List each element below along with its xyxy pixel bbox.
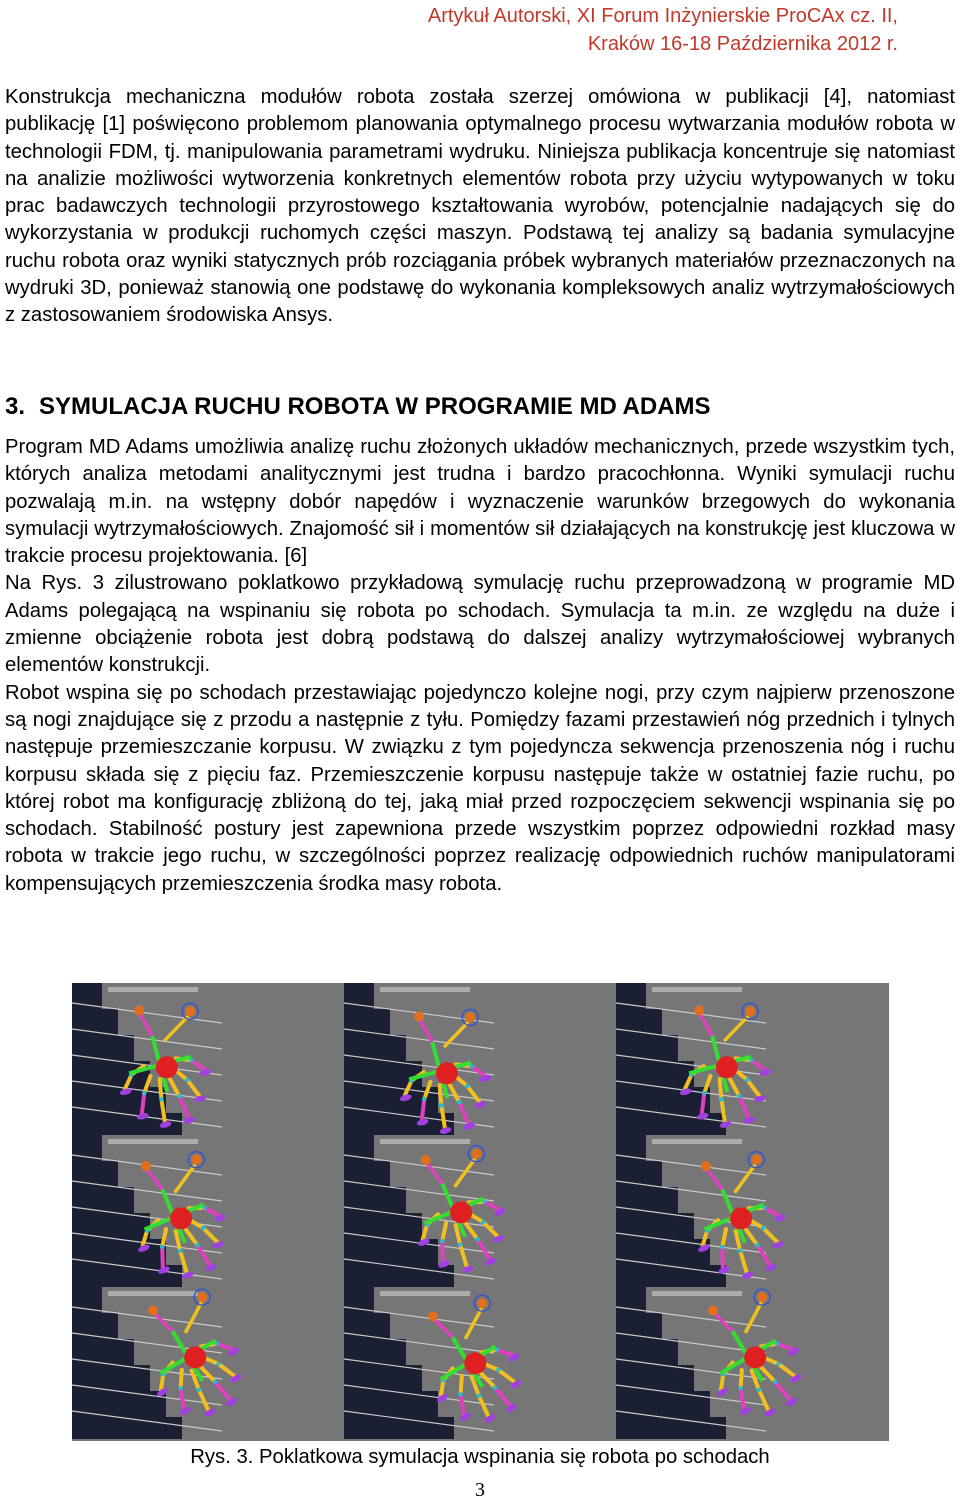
simulation-frame bbox=[616, 983, 888, 1139]
intro-section bbox=[5, 84, 955, 330]
frame-label-bar bbox=[108, 1291, 198, 1296]
header-line-2: Kraków 16-18 Października 2012 r. bbox=[587, 33, 898, 55]
frame-label-bar bbox=[108, 987, 198, 992]
simulation-frame bbox=[72, 1277, 344, 1439]
simulation-frame bbox=[72, 1135, 344, 1294]
running-header bbox=[428, 2, 898, 58]
simulation-frame bbox=[72, 983, 344, 1139]
page-number: 3 bbox=[475, 1479, 485, 1501]
frame-label-bar bbox=[108, 1139, 198, 1144]
frame-label-bar bbox=[380, 987, 470, 992]
section-paragraph: Na Rys. 3 zilustrowano poklatkowo przykładową symulację ruchu przeprowadzoną w programie MD Adams polegającą na wspinaniu się robota po schodach. Symulacja ta m.in. ze względu na duże i zmienne obciążenie robota jest dobrą podstawą do dalszej analizy wytrzymałościowej wybranych elementów konstrukcji. bbox=[5, 572, 955, 677]
frame-label-bar bbox=[380, 1291, 470, 1296]
section-heading bbox=[5, 391, 711, 423]
simulation-frame bbox=[616, 1135, 888, 1294]
section-title: SYMULACJA RUCHU ROBOTA W PROGRAMIE MD ADAMS bbox=[39, 393, 711, 420]
simulation-frame bbox=[344, 1133, 616, 1288]
frame-label-bar bbox=[652, 987, 742, 992]
simulation-frame bbox=[344, 983, 616, 1145]
header-line-1: Artykuł Autorski, XI Forum Inżynierskie ProCAx cz. II, bbox=[427, 5, 898, 27]
figure-simulation-frames bbox=[72, 983, 889, 1441]
frame-label-bar bbox=[652, 1139, 742, 1144]
section-number: 3. bbox=[5, 393, 26, 420]
simulation-frames-image bbox=[72, 983, 889, 1441]
section-paragraph: Robot wspina się po schodach przestawiając pojedynczo kolejne nogi, przy czym najpierw przenoszone są nogi znajdujące się z przodu a następnie z tyłu. Pomiędzy fazami przestawień nóg przednich i tylnych następuje przemieszczanie korpusu. W związku z tym pojedyncza sekwencja przenoszenia nóg i ruchu korpusu składa się z pięciu faz. Przemieszczenie korpusu następuje także w ostatniej fazie ruchu, po której robot ma konfigurację zbliżoną do tej, jaką miał przed rozpoczęciem sekwencji wspinania się po schodach. Stabilność postury jest zapewniona przede wszystkim poprzez odpowiedni rozkład masy robota w trakcie jego ruchu, w szczególności poprzez realizację odpowiednich ruchów manipulatorami kompensujących przemieszczenia środka masy robota. bbox=[5, 681, 955, 895]
section-body bbox=[5, 434, 955, 898]
frame-label-bar bbox=[652, 1291, 742, 1296]
simulation-frame bbox=[344, 1283, 616, 1441]
intro-paragraph: Konstrukcja mechaniczna modułów robota została szerzej omówiona w publikacji [4], natomiast publikację [1] poświęcono problemom planowania optymalnego procesu wytwarzania modułów robota w technologii FDM, tj. manipulowania parametrami wydruku. Niniejsza publikacja koncentruje się natomiast na analizie możliwości wytworzenia konkretnych elementów robota przy użyciu wytypowanych w toku prac badawczych technologii przyrostowego kształtowania wyrobów, potencjalnie nadających się do wykorzystania w produkcji ruchomych części maszyn. Podstawą tej analizy są badania symulacyjne ruchu robota oraz wyniki statycznych prób rozciągania próbek wybranych materiałów przeznaczonych na wydruki 3D, ponieważ stanowią one podstawę do wykonania kompleksowych analiz wytrzymałościowych z zastosowaniem środowiska Ansys. bbox=[5, 86, 955, 327]
section-paragraph: Program MD Adams umożliwia analizę ruchu złożonych układów mechanicznych, przede wszystkim tych, których analiza metodami analitycznymi jest trudna i bardzo pracochłonna. Wyniki symulacji ruchu pozwalają m.in. na wstępny dobór napędów i wyznaczenie warunków brzegowych do wykonania symulacji wytrzymałościowych. Znajomość sił i momentów sił działających na konstrukcję jest kluczowa w trakcie procesu projektowania. [6] bbox=[5, 436, 955, 568]
frame-label-bar bbox=[380, 1139, 470, 1144]
figure-caption: Rys. 3. Poklatkowa symulacja wspinania się robota po schodach bbox=[190, 1446, 770, 1468]
simulation-frame bbox=[616, 1277, 888, 1439]
